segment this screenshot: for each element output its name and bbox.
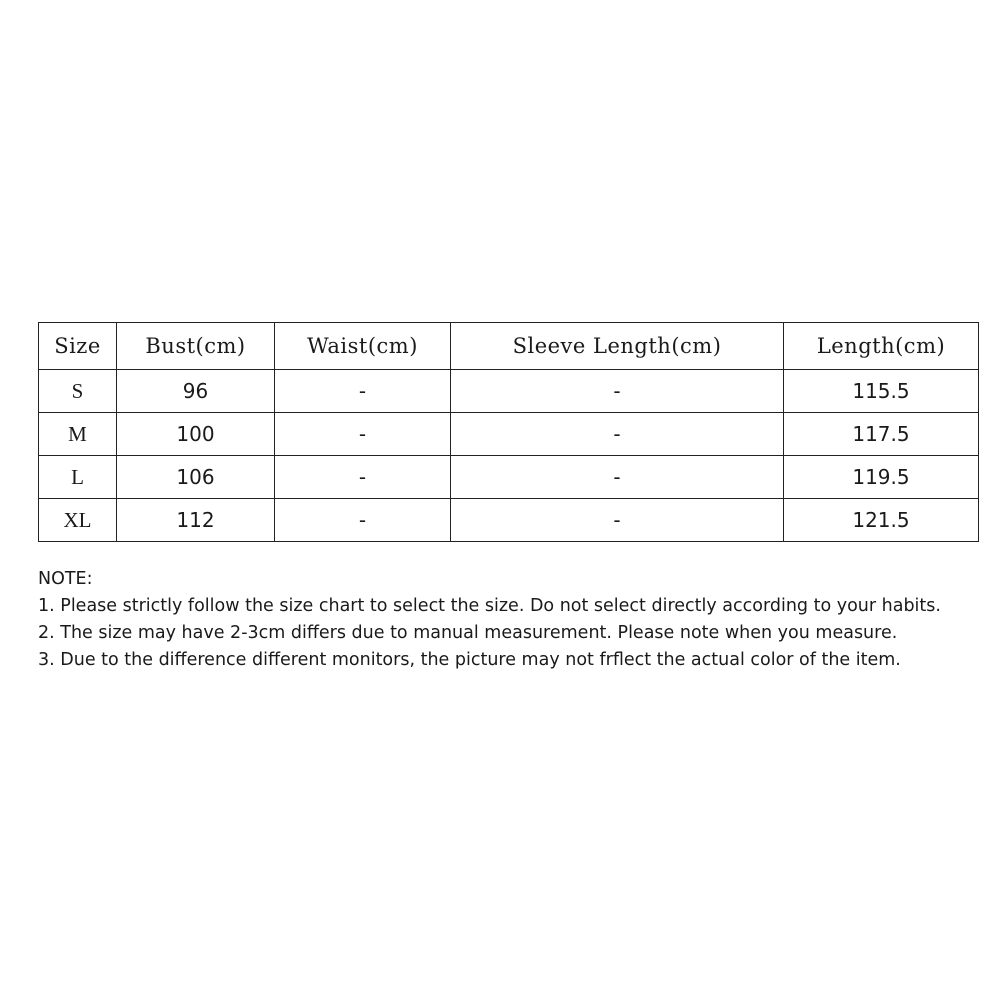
cell-length: 117.5 [784, 413, 979, 456]
cell-waist: - [275, 456, 451, 499]
cell-size: L [39, 456, 117, 499]
note-item-2: 2. The size may have 2-3cm differs due to manual measurement. Please note when you measure. [38, 623, 898, 643]
size-chart-table [38, 322, 979, 542]
cell-size: S [39, 370, 117, 413]
header-bust: Bust(cm) [117, 323, 275, 370]
cell-bust: 106 [117, 456, 275, 499]
cell-waist: - [275, 413, 451, 456]
table-row [39, 456, 979, 499]
header-waist: Waist(cm) [275, 323, 451, 370]
notes-title: NOTE: [38, 569, 93, 589]
cell-length: 119.5 [784, 456, 979, 499]
header-length: Length(cm) [784, 323, 979, 370]
cell-sleeve-length: - [451, 456, 784, 499]
header-sleeve-length: Sleeve Length(cm) [451, 323, 784, 370]
notes-section [38, 566, 968, 674]
cell-sleeve-length: - [451, 413, 784, 456]
note-item-3: 3. Due to the difference different monitors, the picture may not frflect the actual color of the item. [38, 650, 901, 670]
cell-bust: 96 [117, 370, 275, 413]
table-header-row [39, 323, 979, 370]
cell-size: XL [39, 499, 117, 542]
cell-sleeve-length: - [451, 370, 784, 413]
table-row [39, 370, 979, 413]
cell-size: M [39, 413, 117, 456]
cell-waist: - [275, 370, 451, 413]
table-row [39, 413, 979, 456]
cell-bust: 112 [117, 499, 275, 542]
header-size: Size [39, 323, 117, 370]
cell-length: 121.5 [784, 499, 979, 542]
cell-waist: - [275, 499, 451, 542]
cell-bust: 100 [117, 413, 275, 456]
cell-length: 115.5 [784, 370, 979, 413]
cell-sleeve-length: - [451, 499, 784, 542]
note-item-1: 1. Please strictly follow the size chart to select the size. Do not select directly according to your habits. [38, 596, 941, 616]
table-row [39, 499, 979, 542]
